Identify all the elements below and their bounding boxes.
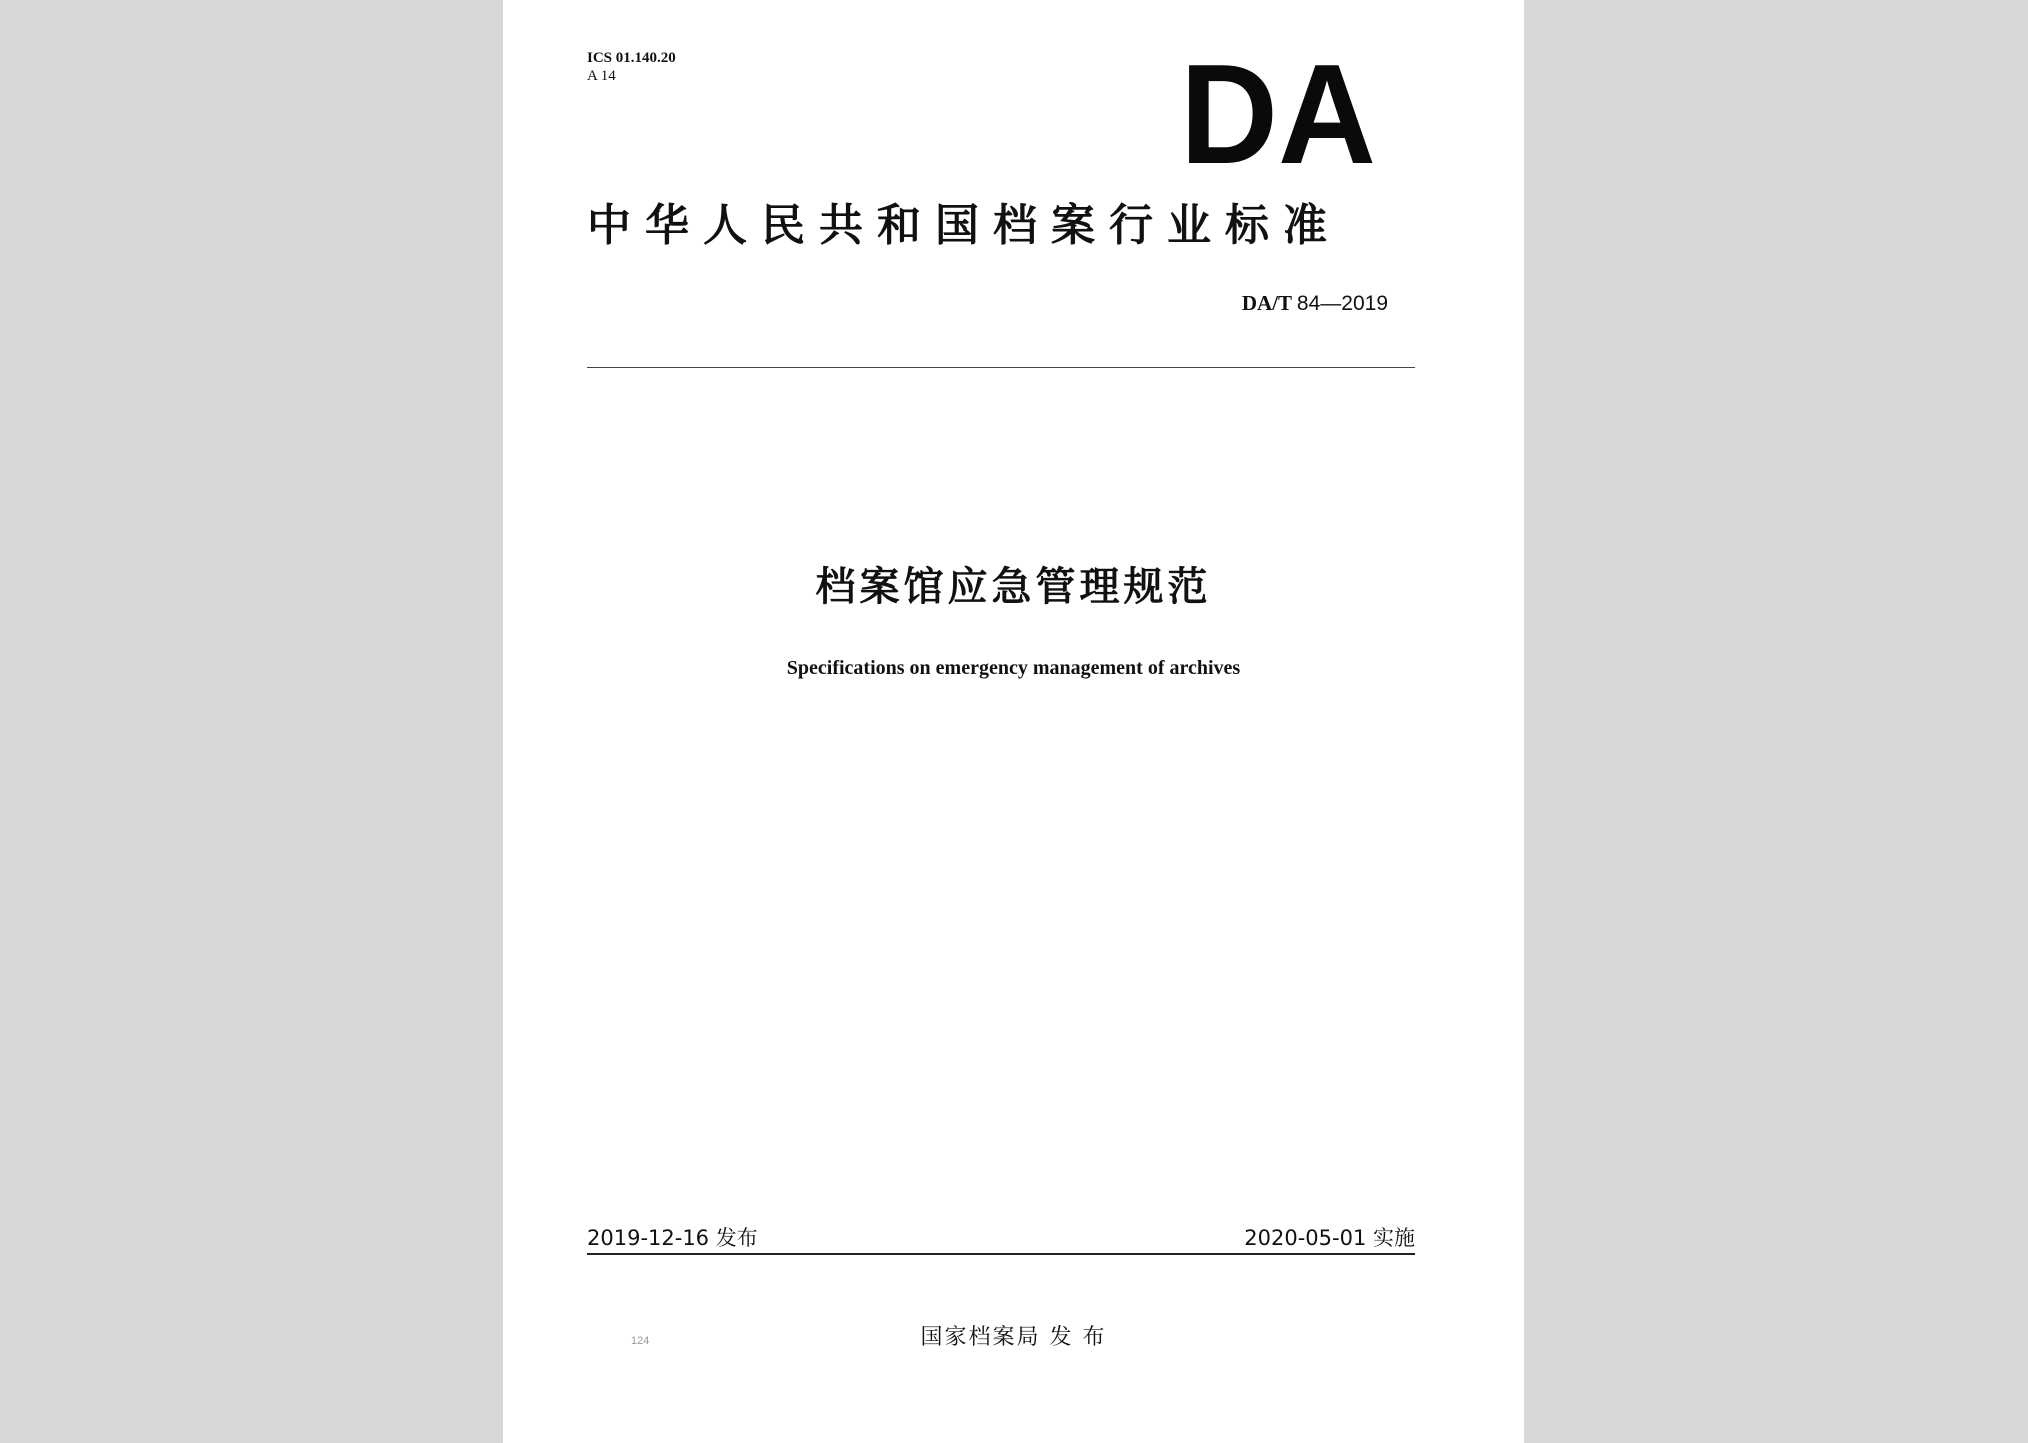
publisher: 国家档案局 发 布 [920, 1325, 1107, 1350]
top-divider [587, 367, 1415, 368]
ics-code: ICS 01.140.20 [587, 50, 676, 66]
da-logo-text: DA [1180, 50, 1376, 170]
standard-prefix: DA/T [1241, 291, 1292, 315]
page-mark: 124 [631, 1335, 650, 1347]
document-title-zh: 档案馆应急管理规范 [815, 564, 1212, 610]
bottom-divider [587, 1253, 1415, 1255]
da-logo [1178, 50, 1378, 170]
document-title-en: Specifications on emergency management of archives [786, 657, 1241, 679]
standard-number-value: 84—2019 [1296, 292, 1388, 315]
document-page [503, 0, 1524, 1443]
issue-date: 2019-12-16 发布 [587, 1226, 758, 1250]
implement-date: 2020-05-01 实施 [1244, 1226, 1415, 1250]
ccs-code: A 14 [587, 68, 616, 84]
org-title: 中华人民共和国档案行业标准 [587, 200, 1341, 251]
standard-number [1242, 291, 1388, 316]
classification-codes [587, 49, 676, 85]
